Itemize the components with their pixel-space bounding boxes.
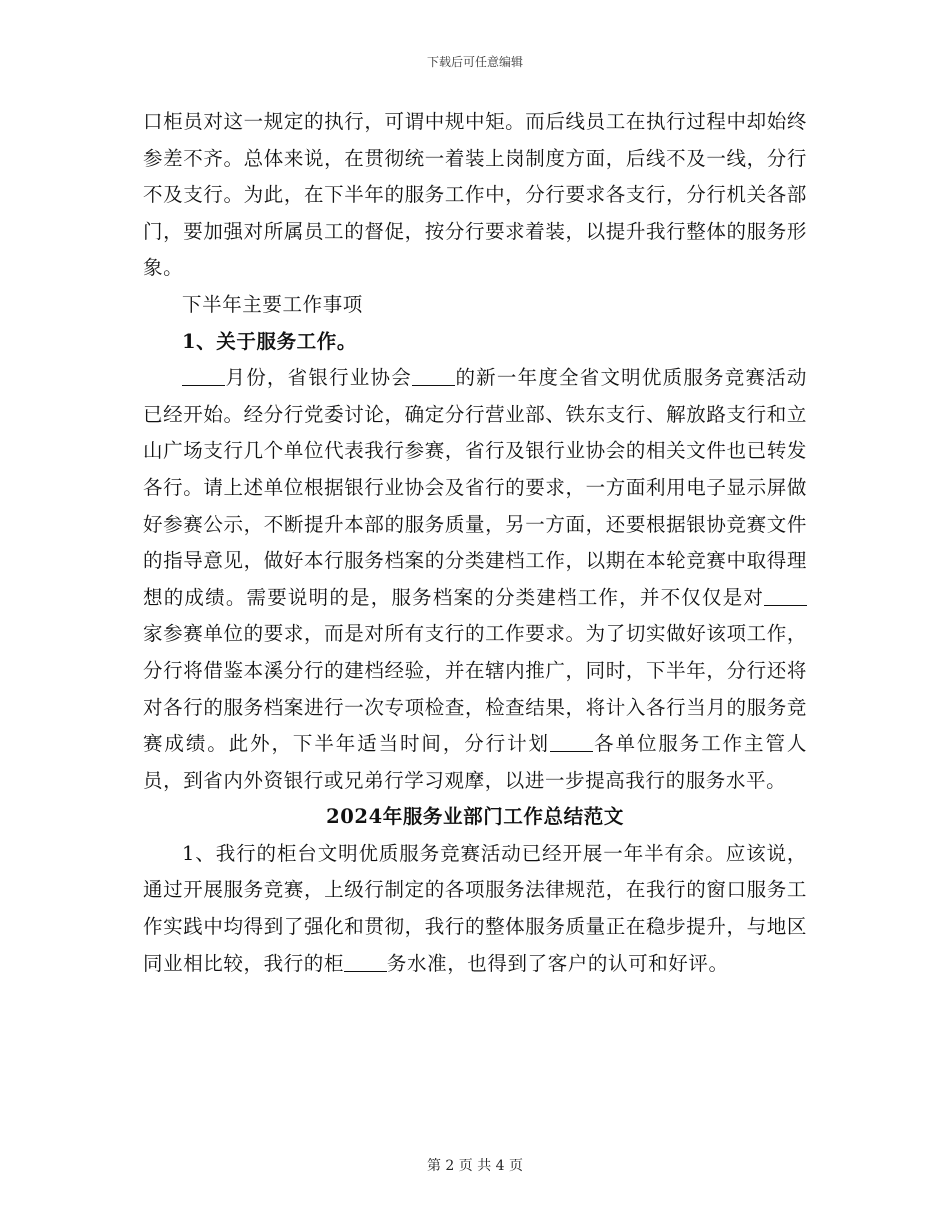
text-segment: 1、我行的柜台文明优质服务竞赛活动已经开展一年半有余。应该说，通过开展服务竞赛，上级行制定的各项服务法律规范，在我行的窗口服务工作实践中均得到了强化和贯彻，我行的整体服务质量正在稳步提升，与地区同业相比较，我行的柜 [143,841,807,975]
text-segment: 的新一年度全省文明优质服务竞赛活动已经开始。经分行党委讨论，确定分行营业部、铁东支行、解放路支行和立山广场支行几个单位代表我行参赛，省行及银行业协会的相关文件也已转发各行。请上述单位根据银行业协会及省行的要求，一方面利用电子显示屏做好参赛公示，不断提升本部的服务质量，另一方面，还要根据银协竞赛文件的指导意见，做好本行服务档案的分类建档工作，以期在本轮竞赛中取得理想的成绩。需要说明的是，服务档案的分类建档工作，并不仅仅是对 [143,366,808,609]
blank-line [550,732,593,753]
text-segment: 家参赛单位的要求，而是对所有支行的工作要求。为了切实做好该项工作，分行将借鉴本溪分行的建档经验，并在辖内推广，同时，下半年，分行还将对各行的服务档案进行一次专项检查，检查结果，将计入各行当月的服务竞赛成绩。此外，下半年适当时间，分行计划 [143,622,807,756]
paragraph-counter-service [143,836,807,982]
paragraph-service-competition [143,360,807,799]
blank-line [344,951,387,972]
blank-line [182,366,225,387]
document-title: 2024年服务业部门工作总结范文 [326,805,624,829]
document-body [143,104,807,982]
text-segment: 务水准，也得到了客户的认可和好评。 [386,951,729,975]
blank-line [764,585,807,606]
paragraph-uniform-policy: 口柜员对这一规定的执行，可谓中规中矩。而后线员工在执行过程中却始终参差不齐。总体来说，在贯彻统一着装上岗制度方面，后线不及一线，分行不及支行。为此，在下半年的服务工作中，分行要求各支行，分行机关各部门，要加强对所属员工的督促，按分行要求着装，以提升我行整体的服务形象。 [143,110,807,280]
subheading-service-work: 1、关于服务工作。 [182,329,357,353]
text-segment: 各单位服务工作主管人员，到省内外资银行或兄弟行学习观摩，以进一步提高我行的服务水平。 [143,732,807,792]
blank-line [412,366,455,387]
page-header: 下载后可任意编辑 [426,55,523,69]
section-heading-main-tasks: 下半年主要工作事项 [182,292,363,316]
text-segment: 月份，省银行业协会 [224,366,412,390]
page-footer: 第 2 页 共 4 页 [426,1158,524,1174]
